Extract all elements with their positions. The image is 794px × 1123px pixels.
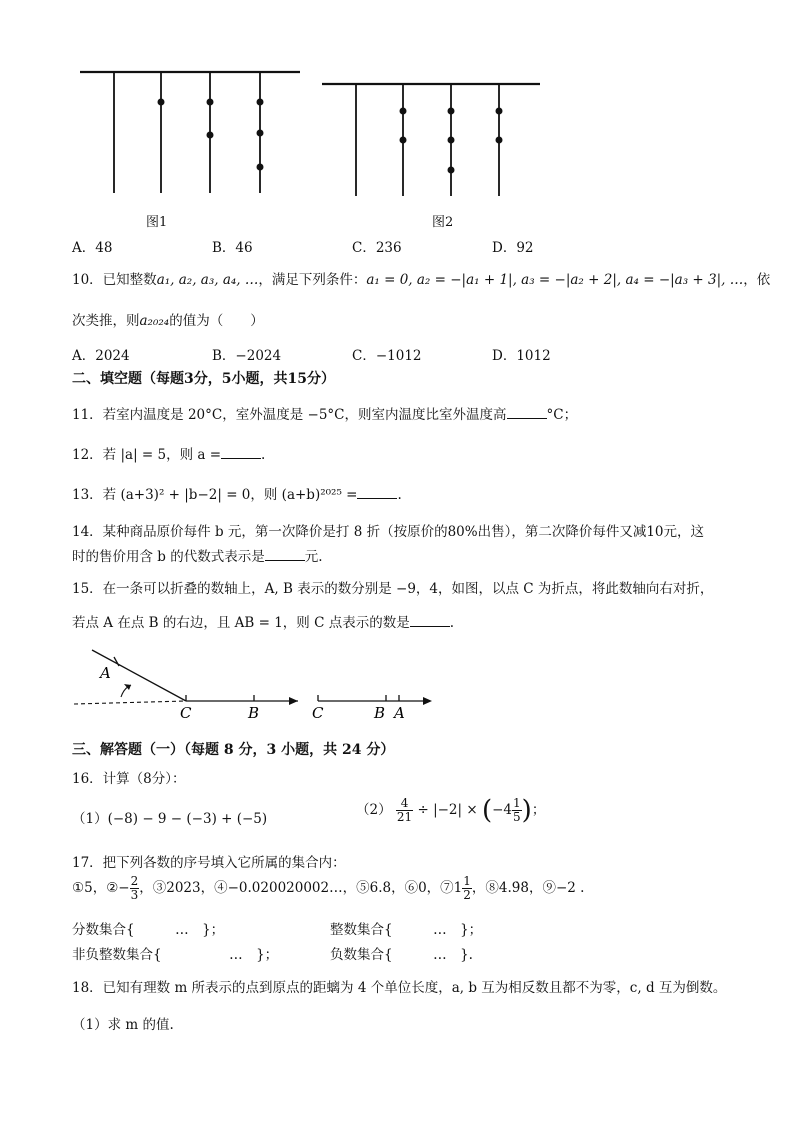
section-3-title: 三、解答题（一）（每题 8 分，3 小题，共 24 分） — [72, 742, 395, 758]
q9-option-b: B．46 — [212, 240, 253, 256]
q16-title: 16．计算（8分）： — [72, 771, 186, 787]
q13-text: 13．若 (a+3)² + |b−2| = 0，则 (a+b)²⁰²⁵ = — [72, 487, 358, 503]
q17-f1-den: 3 — [130, 888, 139, 902]
q11-unit: °C； — [546, 407, 578, 423]
q10-line2-post: 的值为（ ） — [169, 313, 264, 329]
q13 — [72, 483, 402, 503]
q12-blank — [221, 446, 261, 459]
q12-end: . — [261, 447, 266, 463]
q15-line2-pre: 若点 A 在点 B 的右边，且 AB = 1，则 C 点表示的数是 — [72, 615, 410, 631]
q16-right-paren: ) — [521, 795, 532, 826]
section-2-title: 二、填空题（每题3分，5小题，共15分） — [72, 371, 335, 387]
q14-line2 — [72, 545, 323, 565]
figure-1-label: 图1 — [146, 215, 168, 230]
q15-fig-label-a-right: A — [394, 704, 405, 722]
q13-blank — [357, 486, 397, 499]
q17-items-b: ，③2023，④−0.020020002…，⑤6.8，⑥0，⑦1 — [139, 880, 463, 896]
q10-option-a: A．2024 — [72, 348, 130, 364]
q17-set-negative: 负数集合{ … }. — [330, 947, 473, 963]
q10-target: a₂₀₂₄ — [139, 313, 170, 329]
q12 — [72, 443, 265, 463]
q9-option-a: A．48 — [72, 240, 113, 256]
q16-left-paren: ( — [481, 795, 493, 826]
figure-1-2-diagrams — [0, 0, 794, 230]
q18-part1: （1）求 m 的值. — [72, 1017, 174, 1033]
q15-fig-label-b-left: B — [248, 704, 260, 722]
q14-line2-post: 元. — [304, 549, 323, 565]
q16-part2-mixed-num: 1 — [513, 796, 521, 810]
q15-fig-label-a-left: A — [100, 664, 111, 682]
q17-f2-den: 2 — [463, 888, 471, 902]
q10-text-pre: 10．已知整数 — [72, 272, 157, 288]
q10-option-b: B．−2024 — [212, 348, 282, 364]
q16-part2-mid: ÷ |−2| × — [417, 802, 478, 818]
q18-line1: 18．已知有理数 m 所表示的点到原点的距螭为 4 个单位长度，a, b 互为相反数且都不为零，c, d 互为倒数。 — [72, 980, 727, 996]
q16-part2-fraction — [396, 797, 413, 824]
q17-title: 17．把下列各数的序号填入它所属的集合内： — [72, 855, 346, 871]
q10-line1 — [72, 268, 770, 288]
q17-items — [72, 875, 584, 902]
q14-line2-pre: 时的售价用含 b 的代数式表示是 — [72, 549, 265, 565]
q9-option-d: D．92 — [492, 240, 534, 256]
q10-option-c: C．−1012 — [352, 348, 422, 364]
q10-conditions: a₁ = 0, a₂ = −|a₁ + 1|, a₃ = −|a₂ + 2|, a₄ = −|a₃ + 3|, … — [366, 272, 744, 288]
q15-number-line-figure — [0, 640, 794, 725]
q10-option-d: D．1012 — [492, 348, 551, 364]
q10-text-mid: ，满足下列条件： — [258, 272, 367, 288]
q14-blank — [265, 548, 305, 561]
q17-fraction-2-3 — [130, 875, 140, 902]
q10-line2-pre: 次类推，则 — [72, 313, 140, 329]
q11-blank — [507, 406, 547, 419]
q12-text: 12．若 |a| = 5，则 a = — [72, 447, 222, 463]
q17-set-integer: 整数集合{ … }； — [330, 922, 483, 938]
q10-tail: ，依 — [743, 272, 771, 288]
q16-part2-mixed-den: 5 — [513, 810, 521, 824]
q16-part2-fraction-num: 4 — [396, 797, 413, 811]
q14-line1: 14．某种商品原价每件 b 元，第一次降价是打 8 折（按原价的80%出售），第二次降价每件又减10元，这 — [72, 524, 705, 540]
q15-line1: 15．在一条可以折叠的数轴上，A, B 表示的数分别是 −9，4，如图，以点 C 为折点，将此数轴向右对折， — [72, 581, 714, 597]
q15-fig-label-c-left: C — [180, 704, 192, 722]
q16-part2-fraction-den: 21 — [396, 810, 413, 824]
q15-line2 — [72, 611, 454, 631]
q16-part2 — [356, 797, 545, 824]
q11 — [72, 403, 577, 423]
q16-part1: （1）(−8) − 9 − (−3) + (−5) — [72, 811, 268, 827]
figure-2-label: 图2 — [432, 215, 454, 230]
q10-sequence: a₁, a₂, a₃, a₄, … — [156, 272, 259, 288]
q16-part2-label: （2） — [356, 802, 392, 818]
q16-part2-whole: −4 — [492, 802, 513, 818]
q15-line2-post: . — [449, 615, 454, 631]
q10-line2 — [72, 309, 264, 329]
q15-blank — [410, 614, 450, 627]
q15-fig-label-b-right: B — [374, 704, 386, 722]
q17-items-a: ①5，②− — [72, 880, 130, 896]
q17-f1-num: 2 — [130, 874, 139, 888]
q16-part2-end: ； — [531, 802, 546, 818]
q17-set-nonnegative-integer: 非负整数集合{ … }； — [72, 947, 279, 963]
q17-items-c: ，⑧4.9̇8̇，⑨−2 . — [471, 880, 585, 896]
q16-part2-mixed-fraction — [512, 797, 522, 824]
q17-set-fraction: 分数集合{ … }； — [72, 922, 225, 938]
figure-1 — [80, 72, 300, 193]
q9-option-c: C．236 — [352, 240, 402, 256]
q17-fraction-1-2 — [462, 875, 472, 902]
q11-text: 11．若室内温度是 20°C，室外温度是 −5°C，则室内温度比室外温度高 — [72, 407, 507, 423]
q17-f2-num: 1 — [463, 874, 471, 888]
figure-2 — [322, 84, 540, 196]
q15-fig-label-c-right: C — [312, 704, 324, 722]
q13-end: . — [397, 487, 402, 503]
